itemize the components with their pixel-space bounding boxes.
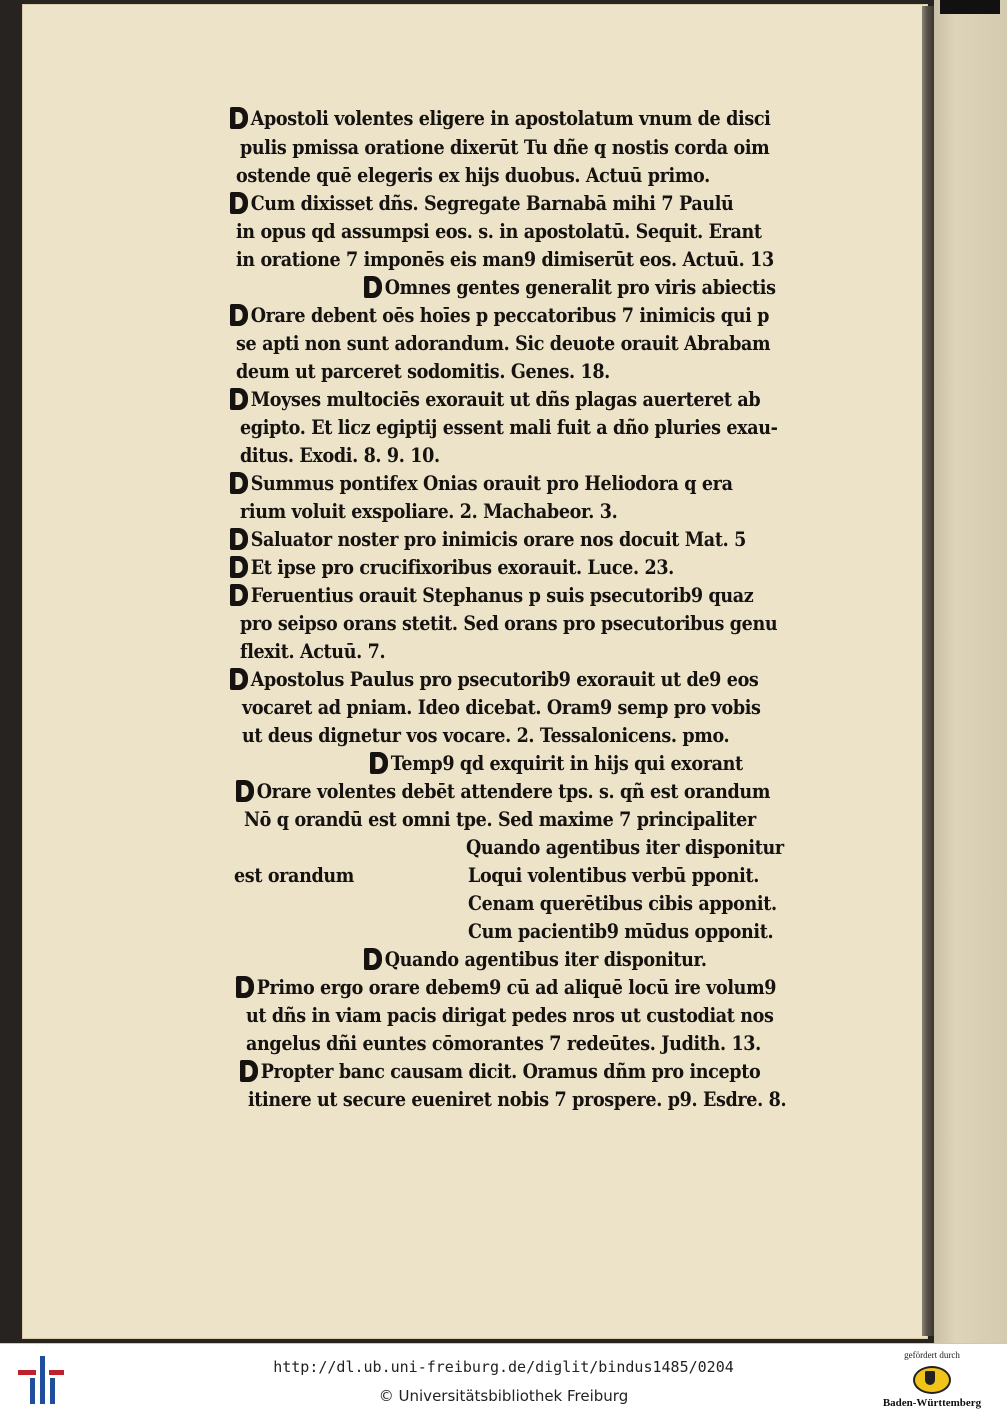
text-line: flexit. Actuū. 7.	[240, 640, 386, 663]
pilcrow-icon	[364, 276, 382, 298]
text-line: egipto. Et licz egiptij essent mali fuit a dño pluries exau-	[240, 416, 778, 439]
text-line: Orare debent oēs hoīes p peccatoribus 7 inimicis qui p	[230, 304, 769, 327]
text-line: Apostolus Paulus pro psecutorib9 exorauit ut de9 eos	[230, 668, 758, 691]
text-line: Nō q orandū est omni tpe. Sed maxime 7 principaliter	[244, 808, 756, 831]
pilcrow-icon	[230, 192, 248, 214]
text-line: Propter banc causam dicit. Oramus dñm pro incepto	[240, 1060, 760, 1083]
scan-ruler	[940, 0, 1000, 14]
pilcrow-icon	[230, 107, 248, 129]
sponsor-caption: gefördert durch	[904, 1350, 960, 1360]
pilcrow-icon	[230, 472, 248, 494]
text-line: Cum dixisset dñs. Segregate Barnabā mihi 7 Paulū	[230, 192, 733, 215]
text-line: Moyses multociēs exorauit ut dñs plagas auerteret ab	[230, 388, 760, 411]
text-line: Et ipse pro crucifixoribus exorauit. Luce. 23.	[230, 556, 674, 579]
pilcrow-icon	[230, 668, 248, 690]
pilcrow-icon	[230, 304, 248, 326]
pilcrow-icon	[236, 976, 254, 998]
text-line: Summus pontifex Onias orauit pro Heliodora q era	[230, 472, 733, 495]
text-line: ditus. Exodi. 8. 9. 10.	[240, 444, 440, 467]
text-line: se apti non sunt adorandum. Sic deuote orauit Abrabam	[236, 332, 771, 355]
pilcrow-icon	[230, 528, 248, 550]
text-line: pro seipso orans stetit. Sed orans pro psecutoribus genu	[240, 612, 778, 635]
text-line: deum ut parceret sodomitis. Genes. 18.	[236, 360, 610, 383]
text-line: Feruentius orauit Stephanus p suis psecutorib9 quaz	[230, 584, 753, 607]
text-line: est orandum	[234, 864, 354, 887]
pilcrow-icon	[240, 1060, 258, 1082]
text-line: Saluator noster pro inimicis orare nos docuit Mat. 5	[230, 528, 746, 551]
sponsor-badge[interactable]	[872, 1348, 992, 1414]
permalink-url[interactable]: http://dl.ub.uni-freiburg.de/diglit/bindus1485/0204	[273, 1358, 734, 1376]
text-line: Temp9 qd exquirit in hijs qui exorant	[370, 752, 743, 775]
text-line: Quando agentibus iter disponitur.	[364, 948, 707, 971]
pilcrow-icon	[230, 584, 248, 606]
pilcrow-icon	[230, 388, 248, 410]
text-line: Cenam querētibus cibis apponit.	[468, 892, 777, 915]
text-line: ostende quē elegeris ex hijs duobus. Actuū primo.	[236, 164, 710, 187]
page-gutter-shadow	[922, 6, 934, 1336]
text-line: Orare volentes debēt attendere tps. s. qñ est orandum	[236, 780, 770, 803]
text-line: itinere ut secure eueniret nobis 7 prospere. p9. Esdre. 8.	[248, 1088, 787, 1111]
pilcrow-icon	[230, 556, 248, 578]
text-line: Omnes gentes generalit pro viris abiectis	[364, 276, 776, 299]
pilcrow-icon	[236, 780, 254, 802]
pilcrow-icon	[364, 948, 382, 970]
text-line: angelus dñi euntes cōmorantes 7 redeūtes. Judith. 13.	[246, 1032, 761, 1055]
text-line: Loqui volentibus verbū pponit.	[468, 864, 759, 887]
text-line: rium voluit exspoliare. 2. Machabeor. 3.	[240, 500, 618, 523]
text-line: Cum pacientib9 mūdus opponit.	[468, 920, 774, 943]
text-line: in oratione 7 imponēs eis man9 dimiserūt eos. Actuū. 13	[236, 248, 774, 271]
text-line: Primo ergo orare debem9 cū ad aliquē locū ire volum9	[236, 976, 776, 999]
sponsor-name: Baden-Württemberg	[882, 1397, 982, 1409]
text-line: ut deus dignetur vos vocare. 2. Tessalonicens. pmo.	[242, 724, 730, 747]
pilcrow-icon	[370, 752, 388, 774]
text-line: pulis pmissa oratione dixerūt Tu dñe q nostis corda oim	[240, 136, 770, 159]
state-emblem-icon	[913, 1366, 951, 1394]
viewer-footer	[0, 1343, 1007, 1416]
book-page	[22, 4, 928, 1339]
copyright-notice: © Universitätsbibliothek Freiburg	[378, 1387, 629, 1405]
text-line: Apostoli volentes eligere in apostolatum vnum de disci	[230, 107, 770, 130]
text-line: vocaret ad pniam. Ideo dicebat. Oram9 semp pro vobis	[242, 696, 761, 719]
text-line: Quando agentibus iter disponitur	[466, 836, 784, 859]
text-line: in opus qd assumpsi eos. s. in apostolatū. Sequit. Erant	[236, 220, 762, 243]
text-line: ut dñs in viam pacis dirigat pedes nros ut custodiat nos	[246, 1004, 774, 1027]
facing-page-edge	[934, 0, 1007, 1343]
